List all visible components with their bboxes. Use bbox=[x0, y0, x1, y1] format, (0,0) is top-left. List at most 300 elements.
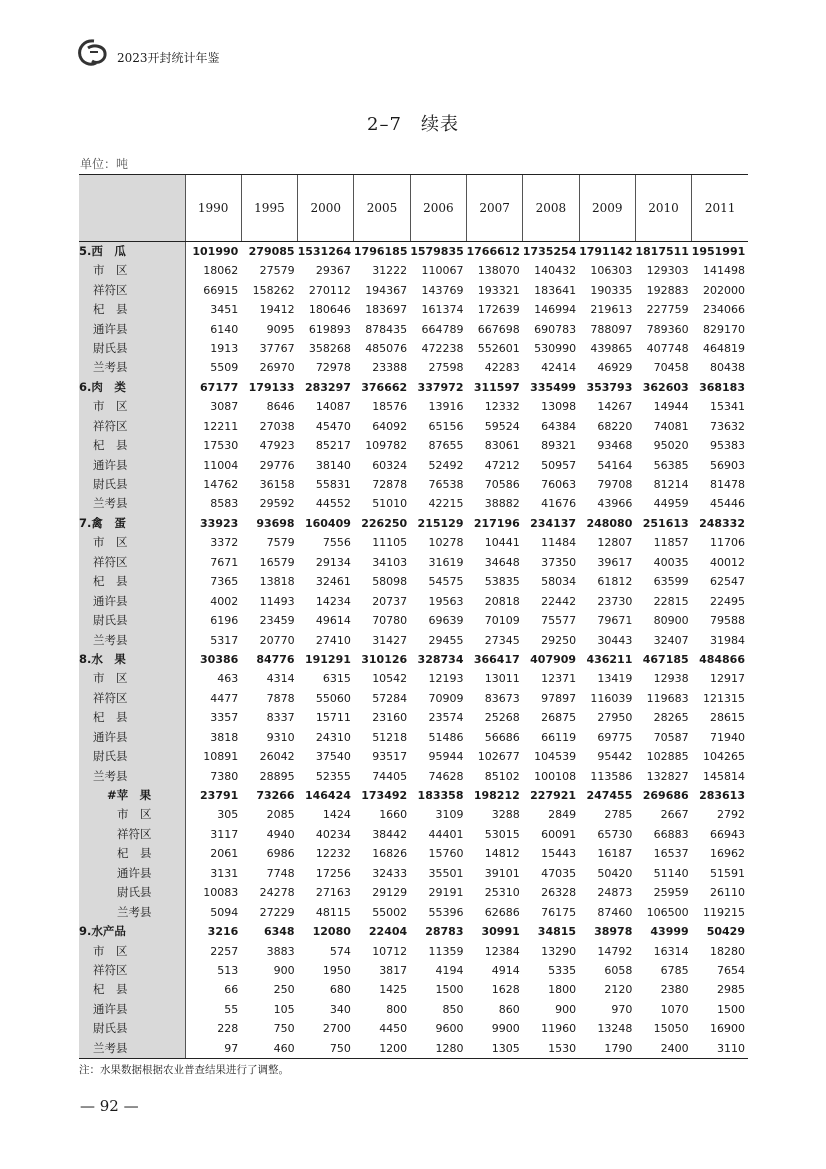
table-cell: 48115 bbox=[315, 905, 351, 919]
row-label: 杞 县 bbox=[79, 572, 185, 591]
table-cell: 15050 bbox=[653, 1022, 689, 1036]
table-cell: 143769 bbox=[421, 283, 464, 297]
table-cell: 619893 bbox=[308, 322, 351, 336]
row-label: 杞 县 bbox=[79, 844, 185, 863]
table-cell: 234066 bbox=[703, 303, 745, 317]
table-cell: 141498 bbox=[703, 264, 745, 278]
table-cell: 4314 bbox=[266, 672, 295, 686]
table-row bbox=[79, 514, 748, 533]
table-cell: 76538 bbox=[428, 478, 464, 492]
table-cell: 44552 bbox=[315, 497, 351, 511]
table-cell: 83061 bbox=[484, 439, 520, 453]
table-cell: 23388 bbox=[372, 361, 408, 375]
table-cell: 105 bbox=[273, 1002, 295, 1016]
table-cell: 829170 bbox=[703, 322, 745, 336]
table-cell: 1425 bbox=[379, 983, 408, 997]
table-cell: 14234 bbox=[315, 594, 351, 608]
table-cell: 34103 bbox=[372, 555, 408, 569]
table-cell: 248332 bbox=[699, 516, 745, 530]
table-row bbox=[79, 572, 748, 591]
header-row bbox=[79, 175, 748, 242]
table-cell: 485076 bbox=[365, 341, 408, 355]
table-row bbox=[79, 630, 748, 649]
table-cell: 12080 bbox=[312, 925, 351, 939]
table-cell: 6196 bbox=[185, 611, 241, 630]
table-cell: 85102 bbox=[484, 769, 520, 783]
table-cell: 14087 bbox=[315, 400, 351, 414]
table-cell: 667698 bbox=[477, 322, 520, 336]
table-cell: 3131 bbox=[185, 864, 241, 883]
table-row bbox=[79, 728, 748, 747]
row-label: 7.禽 蛋 bbox=[79, 514, 185, 533]
table-cell: 513 bbox=[185, 961, 241, 980]
table-cell: 54164 bbox=[597, 458, 633, 472]
row-label: 尉氏县 bbox=[79, 611, 185, 630]
table-cell: 3451 bbox=[185, 300, 241, 319]
table-cell: 69775 bbox=[597, 730, 633, 744]
table-cell: 11105 bbox=[372, 536, 408, 550]
table-cell: 97 bbox=[185, 1039, 241, 1059]
table-cell: 29250 bbox=[541, 633, 577, 647]
table-cell: 3818 bbox=[185, 728, 241, 747]
table-cell: 460 bbox=[241, 1039, 297, 1059]
table-cell: 3109 bbox=[435, 808, 464, 822]
year-header: 2006 bbox=[410, 175, 466, 242]
table-cell: 279085 bbox=[248, 245, 295, 258]
table-cell: 87460 bbox=[597, 905, 633, 919]
row-label: 通许县 bbox=[79, 455, 185, 474]
year-header: 2007 bbox=[466, 175, 522, 242]
table-cell: 2257 bbox=[185, 941, 241, 960]
table-cell: 26875 bbox=[541, 711, 577, 725]
row-label: 市 区 bbox=[79, 261, 185, 280]
table-cell: 800 bbox=[386, 1002, 408, 1016]
table-row bbox=[79, 805, 748, 824]
table-cell: 3288 bbox=[491, 808, 520, 822]
row-label: 尉氏县 bbox=[79, 339, 185, 358]
row-label: 兰考县 bbox=[79, 630, 185, 649]
table-cell: 860 bbox=[498, 1002, 520, 1016]
table-cell: 1790 bbox=[579, 1039, 635, 1059]
table-cell: 250 bbox=[273, 983, 295, 997]
table-cell: 20818 bbox=[484, 594, 520, 608]
table-cell: 29592 bbox=[259, 497, 295, 511]
table-row bbox=[79, 358, 748, 377]
table-cell: 13011 bbox=[484, 672, 520, 686]
table-cell: 6348 bbox=[263, 925, 295, 939]
table-cell: 20770 bbox=[259, 633, 295, 647]
table-row bbox=[79, 689, 748, 708]
table-cell: 30991 bbox=[481, 925, 520, 939]
row-label: 通许县 bbox=[79, 319, 185, 338]
row-label: 通许县 bbox=[79, 1000, 185, 1019]
table-cell: 44401 bbox=[428, 827, 464, 841]
table-cell: 36158 bbox=[259, 478, 295, 492]
row-label: 尉氏县 bbox=[79, 475, 185, 494]
table-cell: 45470 bbox=[315, 419, 351, 433]
table-cell: 1791142 bbox=[579, 245, 633, 258]
table-cell: 42215 bbox=[428, 497, 464, 511]
table-cell: 29455 bbox=[428, 633, 464, 647]
table-cell: 10441 bbox=[484, 536, 520, 550]
table-cell: 215129 bbox=[417, 516, 464, 530]
table-cell: 1305 bbox=[466, 1039, 522, 1059]
table-cell: 192883 bbox=[646, 283, 689, 297]
row-label: 祥符区 bbox=[79, 417, 185, 436]
table-cell: 198212 bbox=[473, 789, 520, 803]
table-cell: 71940 bbox=[710, 730, 745, 744]
table-title: 2–7 续表 bbox=[367, 114, 459, 135]
table-cell: 72878 bbox=[372, 478, 408, 492]
table-cell: 50429 bbox=[706, 925, 745, 939]
row-label: 杞 县 bbox=[79, 708, 185, 727]
row-label: 祥符区 bbox=[79, 689, 185, 708]
row-label: 9.水产品 bbox=[79, 922, 185, 941]
table-cell: 14944 bbox=[653, 400, 689, 414]
table-cell: 172639 bbox=[477, 303, 520, 317]
yearbook-logo-icon bbox=[76, 38, 110, 68]
table-cell: 1817511 bbox=[635, 245, 689, 258]
table-cell: 70780 bbox=[372, 614, 408, 628]
table-cell: 362603 bbox=[642, 380, 689, 394]
table-cell: 40234 bbox=[315, 827, 351, 841]
table-cell: 7671 bbox=[185, 553, 241, 572]
table-cell: 16826 bbox=[372, 847, 408, 861]
header-corner bbox=[79, 175, 185, 242]
table-cell: 15341 bbox=[710, 400, 745, 414]
table-cell: 10542 bbox=[372, 672, 408, 686]
table-cell: 34648 bbox=[484, 555, 520, 569]
table-cell: 40035 bbox=[653, 555, 689, 569]
table-cell: 900 bbox=[555, 1002, 577, 1016]
row-label: 市 区 bbox=[79, 533, 185, 552]
table-cell: 5317 bbox=[185, 630, 241, 649]
table-row bbox=[79, 961, 748, 980]
footnote: 注：水果数据根据农业普查结果进行了调整。 bbox=[79, 1064, 289, 1076]
table-cell: 680 bbox=[329, 983, 351, 997]
table-cell: 63599 bbox=[653, 575, 689, 589]
table-cell: 51486 bbox=[428, 730, 464, 744]
table-cell: 19563 bbox=[428, 594, 464, 608]
year-header: 2008 bbox=[523, 175, 579, 242]
table-row bbox=[79, 980, 748, 999]
table-cell: 2400 bbox=[635, 1039, 691, 1059]
table-cell: 4002 bbox=[185, 591, 241, 610]
table-cell: 13098 bbox=[541, 400, 577, 414]
row-label: 杞 县 bbox=[79, 300, 185, 319]
table-row bbox=[79, 766, 748, 785]
table-cell: 93468 bbox=[597, 439, 633, 453]
table-cell: 70909 bbox=[428, 691, 464, 705]
table-cell: 22495 bbox=[710, 594, 745, 608]
table-cell: 179133 bbox=[248, 380, 295, 394]
table-cell: 68220 bbox=[597, 419, 633, 433]
table-cell: 53835 bbox=[484, 575, 520, 589]
table-row bbox=[79, 1000, 748, 1019]
year-header: 1990 bbox=[185, 175, 241, 242]
table-cell: 183358 bbox=[417, 789, 464, 803]
table-cell: 247455 bbox=[586, 789, 633, 803]
table-cell: 51591 bbox=[710, 866, 745, 880]
table-cell: 27229 bbox=[259, 905, 295, 919]
table-cell: 574 bbox=[329, 944, 351, 958]
table-cell: 116039 bbox=[590, 691, 633, 705]
table-row bbox=[79, 941, 748, 960]
table-cell: 30443 bbox=[597, 633, 633, 647]
table-row bbox=[79, 669, 748, 688]
row-label: 祥符区 bbox=[79, 961, 185, 980]
table-cell: 50420 bbox=[597, 866, 633, 880]
table-cell: 66119 bbox=[541, 730, 577, 744]
table-cell: 193321 bbox=[477, 283, 520, 297]
table-cell: 76175 bbox=[541, 905, 577, 919]
table-cell: 27163 bbox=[315, 886, 351, 900]
table-cell: 30386 bbox=[185, 650, 241, 669]
table-cell: 3372 bbox=[185, 533, 241, 552]
table-row bbox=[79, 553, 748, 572]
row-label: #苹 果 bbox=[79, 786, 185, 805]
table-cell: 161374 bbox=[421, 303, 464, 317]
table-cell: 121315 bbox=[703, 691, 745, 705]
table-cell: 145814 bbox=[703, 769, 745, 783]
table-cell: 95020 bbox=[653, 439, 689, 453]
table-cell: 191291 bbox=[304, 652, 351, 666]
table-cell: 43999 bbox=[650, 925, 689, 939]
table-cell: 58098 bbox=[372, 575, 408, 589]
table-row bbox=[79, 611, 748, 630]
table-cell: 7365 bbox=[185, 572, 241, 591]
table-cell: 11706 bbox=[710, 536, 745, 550]
table-cell: 228 bbox=[185, 1019, 241, 1038]
table-cell: 106500 bbox=[646, 905, 689, 919]
page-number: — 92 — bbox=[80, 1097, 139, 1115]
table-cell: 27038 bbox=[259, 419, 295, 433]
table-cell: 42283 bbox=[484, 361, 520, 375]
table-cell: 1280 bbox=[410, 1039, 466, 1059]
unit-label: 单位：吨 bbox=[80, 157, 129, 171]
table-cell: 789360 bbox=[646, 322, 689, 336]
table-cell: 45446 bbox=[710, 497, 745, 511]
table-cell: 12193 bbox=[428, 672, 464, 686]
table-row bbox=[79, 339, 748, 358]
table-row bbox=[79, 902, 748, 921]
table-cell: 32407 bbox=[653, 633, 689, 647]
row-label: 兰考县 bbox=[79, 1039, 185, 1059]
table-cell: 407748 bbox=[646, 341, 689, 355]
table-cell: 1735254 bbox=[522, 245, 577, 258]
table-cell: 47212 bbox=[484, 458, 520, 472]
table-cell: 11359 bbox=[428, 944, 464, 958]
table-cell: 358268 bbox=[308, 341, 351, 355]
table-cell: 79708 bbox=[597, 478, 633, 492]
table-cell: 180646 bbox=[308, 303, 351, 317]
table-cell: 38140 bbox=[315, 458, 351, 472]
row-label: 5.西 瓜 bbox=[79, 242, 185, 262]
table-cell: 73266 bbox=[256, 789, 295, 803]
table-cell: 65156 bbox=[428, 419, 464, 433]
table-cell: 227921 bbox=[530, 789, 577, 803]
table-cell: 248080 bbox=[586, 516, 633, 530]
table-cell: 38882 bbox=[484, 497, 520, 511]
table-cell: 407909 bbox=[530, 652, 577, 666]
table-cell: 5094 bbox=[185, 902, 241, 921]
table-cell: 34815 bbox=[537, 925, 577, 939]
table-cell: 56385 bbox=[653, 458, 689, 472]
table-row bbox=[79, 378, 748, 397]
table-cell: 16962 bbox=[710, 847, 745, 861]
table-cell: 37350 bbox=[541, 555, 577, 569]
table-cell: 29129 bbox=[372, 886, 408, 900]
table-cell: 251613 bbox=[642, 516, 689, 530]
table-cell: 26042 bbox=[259, 750, 295, 764]
table-cell: 183697 bbox=[365, 303, 408, 317]
table-cell: 41676 bbox=[541, 497, 577, 511]
table-cell: 183641 bbox=[534, 283, 577, 297]
table-cell: 17530 bbox=[185, 436, 241, 455]
row-label: 祥符区 bbox=[79, 280, 185, 299]
row-label: 尉氏县 bbox=[79, 747, 185, 766]
table-cell: 1951991 bbox=[691, 245, 746, 258]
table-cell: 84776 bbox=[256, 652, 295, 666]
table-row bbox=[79, 242, 748, 262]
table-row bbox=[79, 864, 748, 883]
table-cell: 28895 bbox=[259, 769, 295, 783]
table-cell: 12807 bbox=[597, 536, 633, 550]
table-cell: 69639 bbox=[428, 614, 464, 628]
table-cell: 7380 bbox=[185, 766, 241, 785]
table-cell: 11857 bbox=[653, 536, 689, 550]
row-label: 尉氏县 bbox=[79, 1019, 185, 1038]
table-cell: 1531264 bbox=[297, 245, 352, 258]
table-cell: 129303 bbox=[646, 264, 689, 278]
table-cell: 4914 bbox=[491, 963, 520, 977]
table-cell: 6785 bbox=[660, 963, 689, 977]
table-cell: 16314 bbox=[653, 944, 689, 958]
table-cell: 13419 bbox=[597, 672, 633, 686]
table-cell: 878435 bbox=[365, 322, 408, 336]
table-cell: 11493 bbox=[259, 594, 295, 608]
table-cell: 3216 bbox=[185, 922, 241, 941]
table-cell: 3357 bbox=[185, 708, 241, 727]
table-cell: 3117 bbox=[185, 825, 241, 844]
table-cell: 51010 bbox=[372, 497, 408, 511]
table-cell: 119215 bbox=[703, 905, 745, 919]
table-cell: 14267 bbox=[597, 400, 633, 414]
table-cell: 160409 bbox=[304, 516, 351, 530]
table-cell: 7878 bbox=[266, 691, 295, 705]
table-cell: 27579 bbox=[259, 264, 295, 278]
table-cell: 10712 bbox=[372, 944, 408, 958]
table-cell: 12232 bbox=[315, 847, 351, 861]
row-label: 通许县 bbox=[79, 864, 185, 883]
table-body bbox=[79, 242, 748, 1059]
table-cell: 7579 bbox=[266, 536, 295, 550]
table-cell: 173492 bbox=[361, 789, 408, 803]
table-cell: 2667 bbox=[660, 808, 689, 822]
table-cell: 376662 bbox=[361, 380, 408, 394]
table-cell: 283297 bbox=[304, 380, 351, 394]
table-cell: 366417 bbox=[473, 652, 520, 666]
table-cell: 93517 bbox=[372, 750, 408, 764]
table-cell: 750 bbox=[298, 1039, 354, 1059]
table-cell: 27598 bbox=[428, 361, 464, 375]
table-cell: 58034 bbox=[541, 575, 577, 589]
table-cell: 9310 bbox=[266, 730, 295, 744]
table-cell: 59524 bbox=[484, 419, 520, 433]
table-cell: 15443 bbox=[541, 847, 577, 861]
table-cell: 690783 bbox=[534, 322, 577, 336]
table-row bbox=[79, 261, 748, 280]
table-cell: 83673 bbox=[484, 691, 520, 705]
table-cell: 14812 bbox=[484, 847, 520, 861]
table-cell: 1530 bbox=[523, 1039, 579, 1059]
table-row bbox=[79, 591, 748, 610]
table-cell: 28265 bbox=[653, 711, 689, 725]
table-cell: 73632 bbox=[710, 419, 745, 433]
table-cell: 61812 bbox=[597, 575, 633, 589]
table-cell: 46929 bbox=[597, 361, 633, 375]
row-label: 6.肉 类 bbox=[79, 378, 185, 397]
table-cell: 64384 bbox=[541, 419, 577, 433]
table-cell: 79588 bbox=[710, 614, 745, 628]
table-cell: 70109 bbox=[484, 614, 520, 628]
row-label: 通许县 bbox=[79, 591, 185, 610]
row-label: 兰考县 bbox=[79, 902, 185, 921]
table-cell: 29367 bbox=[315, 264, 351, 278]
table-cell: 1424 bbox=[322, 808, 351, 822]
table-row bbox=[79, 922, 748, 941]
table-cell: 62686 bbox=[484, 905, 520, 919]
table-cell: 32433 bbox=[372, 866, 408, 880]
table-cell: 50957 bbox=[541, 458, 577, 472]
table-cell: 2120 bbox=[604, 983, 633, 997]
table-cell: 18280 bbox=[710, 944, 745, 958]
table-cell: 484866 bbox=[699, 652, 745, 666]
table-cell: 9900 bbox=[491, 1022, 520, 1036]
table-cell: 463 bbox=[185, 669, 241, 688]
table-cell: 24278 bbox=[259, 886, 295, 900]
table-cell: 12384 bbox=[484, 944, 520, 958]
table-row bbox=[79, 747, 748, 766]
table-cell: 22815 bbox=[653, 594, 689, 608]
table-cell: 101990 bbox=[185, 242, 241, 262]
table-cell: 27950 bbox=[597, 711, 633, 725]
table-cell: 439865 bbox=[590, 341, 633, 355]
table-cell: 110067 bbox=[421, 264, 464, 278]
table-cell: 52355 bbox=[315, 769, 351, 783]
table-cell: 464819 bbox=[703, 341, 745, 355]
table-cell: 29191 bbox=[428, 886, 464, 900]
table-cell: 850 bbox=[442, 1002, 464, 1016]
table-row bbox=[79, 280, 748, 299]
row-label: 兰考县 bbox=[79, 358, 185, 377]
table-cell: 44959 bbox=[653, 497, 689, 511]
table-row bbox=[79, 708, 748, 727]
table-cell: 106303 bbox=[590, 264, 633, 278]
table-row bbox=[79, 533, 748, 552]
table-cell: 10891 bbox=[185, 747, 241, 766]
table-cell: 4940 bbox=[266, 827, 295, 841]
table-cell: 3817 bbox=[379, 963, 408, 977]
table-cell: 47923 bbox=[259, 439, 295, 453]
table-cell: 1766612 bbox=[466, 245, 521, 258]
table-cell: 970 bbox=[611, 1002, 633, 1016]
table-cell: 13248 bbox=[597, 1022, 633, 1036]
table-cell: 664789 bbox=[421, 322, 464, 336]
table-cell: 24310 bbox=[315, 730, 351, 744]
table-cell: 60324 bbox=[372, 458, 408, 472]
table-cell: 12938 bbox=[653, 672, 689, 686]
